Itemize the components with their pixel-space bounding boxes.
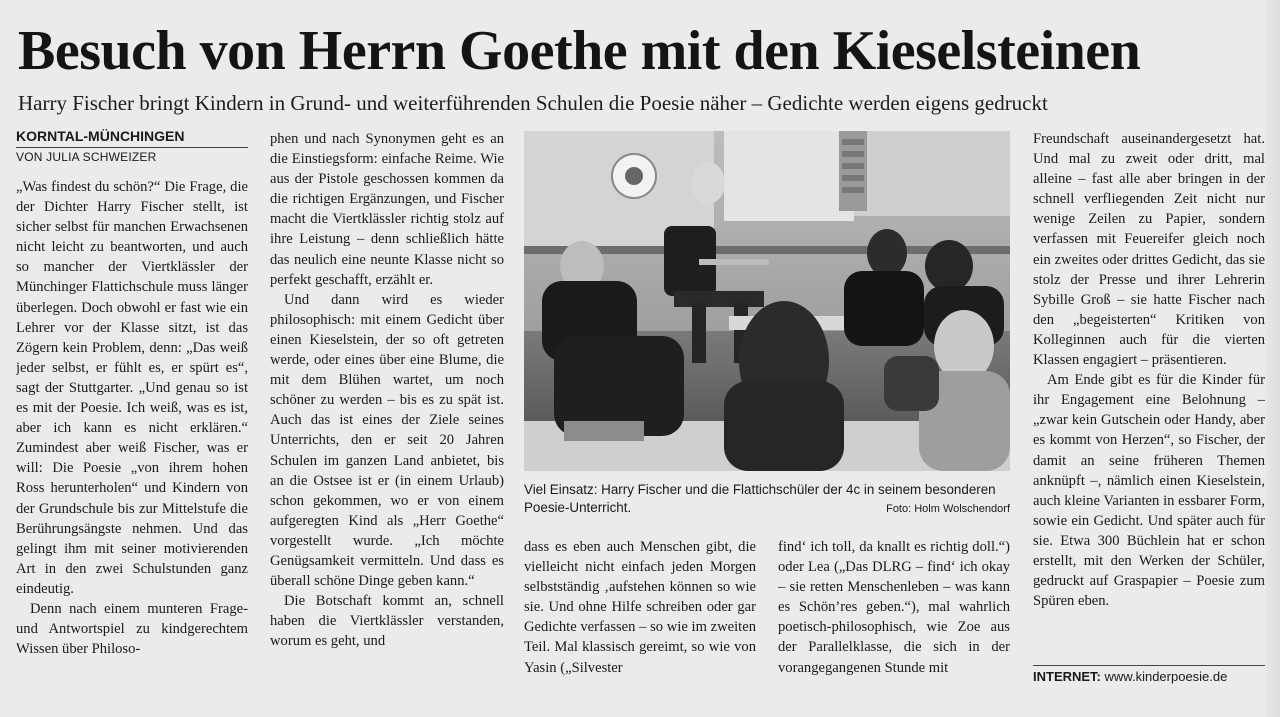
paragraph: Die Botschaft kommt an, schnell haben die Viertklässler verstanden, worum es geht, und xyxy=(270,593,504,650)
paragraph: Am Ende gibt es für die Kinder für ihr Engagement eine Belohnung – „zwar kein Gutschein oder Handy, aber es kommt von Herzen“, so Fischer, der damit an seine früheren Themen anknüpft –, nämlich einen Kieselstein, auch kleine Varianten in essbarer Form, sowie ein Gedicht. Und später auch für sie. Etwa 300 Büchlein hat er schon erstellt, mit den Werken der Schüler, gedruckt auf Graspapier – Poesie zum Spüren eben. xyxy=(1033,372,1265,610)
paragraph: phen und nach Synonymen geht es an die Einstiegsform: einfache Reime. Wie aus der Pistole geschossen kommen da die richtigen Ergänzungen, und Fischer macht die Viertklässler richtig stolz auf ihre Leistung – denn schließlich hätte das neulich eine neunte Klasse nicht so perfekt geschafft, erzählt er. xyxy=(270,131,504,288)
paragraph: „Was findest du schön?“ Die Frage, die der Dichter Harry Fischer stellt, ist sicher selbst für manchen Erwachsenen nicht leicht zu beantworten, und auch so mancher der Viertklässler der Münchinger Flattichschule muss länger überlegen. Doch obwohl er fast wie ein Lehrer vor der Klasse sitzt, ist das Zögern kein Problem, denn: „Das weiß jeder selbst, er fühlt es, er spürt es“, sagt der Stuttgarter. „Und genau so ist es mit der Poesie. Ich weiß, was es ist, aber ich kann es nicht erklären.“ Zumindest aber weiß Fischer, was er will: Die Poesie „von ihrem hohen Ross herunterholen“ und Kindern von der Grundschule bis zur Mittelstufe die Berührungsängste nehmen. Und das gelingt ihm mit seiner motivierenden Art in den zwei Schulstunden ganz eindeutig. xyxy=(16,179,248,597)
paragraph: find‘ ich toll, da knallt es richtig doll.“) oder Lea („Das DLRG – find‘ ich okay – sie retten Menschenleben – was kann es Schön’res geben.“), mal wahrlich poetisch-philosophisch, wie Zoe aus der Parallelklasse, die sich in der vorangegangenen Stunde mit xyxy=(778,539,1010,676)
article-column-5 xyxy=(1033,129,1265,656)
paragraph: Freundschaft auseinandergesetzt hat. Und mal zu zweit oder dritt, mal alleine – fast alle aber bringen in der schnell verfliegenden Zeit nicht nur wenige Zeilen zu Papier, sondern verfassen mit Feuereifer gleich noch ein zweites oder drittes Gedicht, das sie stolz der Presse und ihrer Lehrerin Sybille Groß – sie hatte Fischer nach den „begeisterten“ Kritiken von Kolleginnen auch für die vierten Klassen engagiert – präsentieren. xyxy=(1033,131,1265,369)
photo-credit: Foto: Holm Wolschendorf xyxy=(886,503,1010,515)
byline: VON JULIA SCHWEIZER xyxy=(16,150,157,164)
page-edge xyxy=(1266,0,1280,717)
internet-reference xyxy=(1033,665,1265,684)
classroom-photo-illustration xyxy=(524,131,1010,471)
classroom-photo xyxy=(524,131,1010,471)
paragraph: Und dann wird es wieder philosophisch: mit einem Gedicht über einen Kieselstein, der so oft getreten werde, oder eines über eine Blume, die mit dem Blühen wartet, um noch schöner zu werden – bis es zu spät ist. Auch das ist eines der Ziele seines Unterrichts, den er seit 20 Jahren Schulen im ganzen Land anbietet, bis an die Ostsee ist er (in einem Urlaub) schon gekommen, wo er von einem aufgeregten Kind als „Herr Goethe“ vorgestellt wurde. „Ich möchte Genügsamkeit vermitteln. Und dass es überall schöne Dinge geben kann.“ xyxy=(270,291,504,590)
article-column-3 xyxy=(524,537,756,687)
article-column-4 xyxy=(778,537,1010,687)
paragraph: Denn nach einem munteren Frage- und Antwortspiel zu kindgerechtem Wissen über Philoso- xyxy=(16,600,248,658)
internet-label: INTERNET: xyxy=(1033,669,1101,684)
article-column-1 xyxy=(16,177,248,677)
article-headline: Besuch von Herrn Goethe mit den Kieselsteinen xyxy=(18,20,1141,82)
internet-link[interactable]: www.kinderpoesie.de xyxy=(1104,669,1228,684)
photo-caption: Viel Einsatz: Harry Fischer und die Flattichschüler der 4c in seinem besonderen Poesie-Unterricht. xyxy=(524,482,996,515)
article-subheadline: Harry Fischer bringt Kindern in Grund- und weiterführenden Schulen die Poesie näher – Gedichte werden eigens gedruckt xyxy=(18,91,1048,115)
dateline: KORNTAL-MÜNCHINGEN xyxy=(16,127,248,148)
paragraph: dass es eben auch Menschen gibt, die vielleicht nicht einfach jeden Morgen selbstständig ‚aufstehen können so wie sie. Und ohne Hilfe schreiben oder gar Gedichte verfassen – so wie im zweiten Teil. Mal klassisch gereimt, so wie von Yasin („Silvester xyxy=(524,539,756,676)
article-column-2 xyxy=(270,129,504,684)
